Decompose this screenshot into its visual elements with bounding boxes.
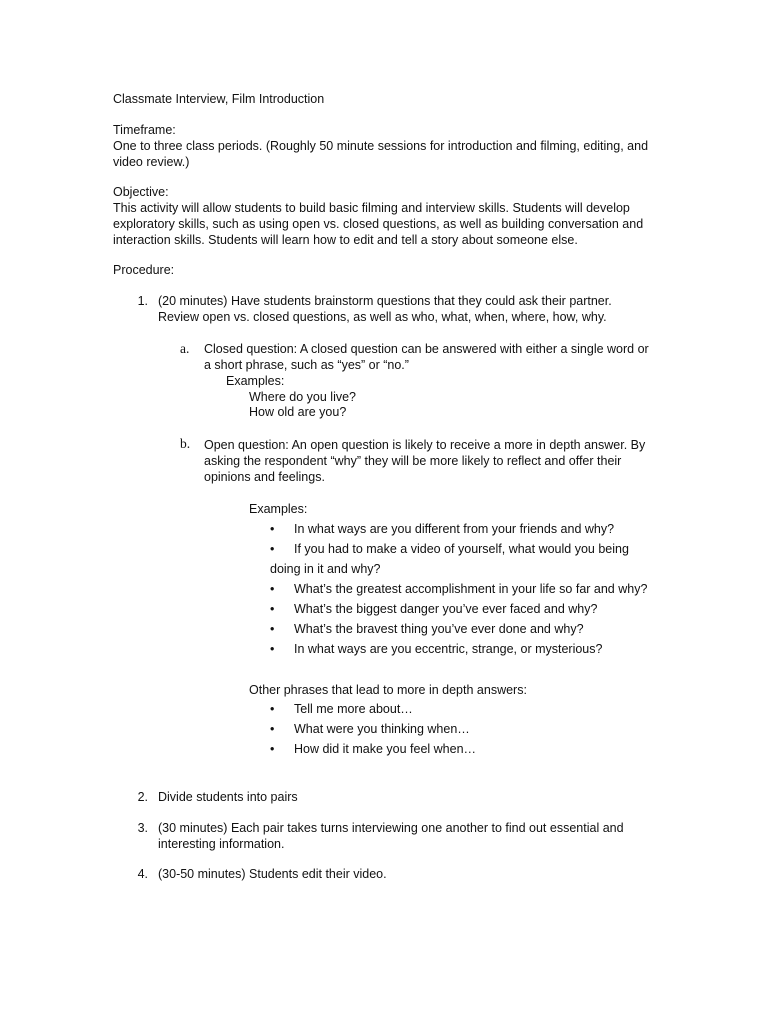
timeframe-text: One to three class periods. (Roughly 50 minute sessions for introduction and filming, editing, and video review.) xyxy=(113,139,649,169)
example-item: Where do you live? xyxy=(249,390,357,404)
bullet-icon: • xyxy=(270,522,275,536)
bullet-icon: • xyxy=(270,582,275,596)
step-number: 4. xyxy=(137,867,148,881)
objective-heading: Objective: xyxy=(113,185,169,199)
bullet-icon: • xyxy=(270,722,275,736)
sub-item-letter: b. xyxy=(180,436,191,451)
bullet-continuation: doing in it and why? xyxy=(270,562,381,576)
bullet-icon: • xyxy=(270,542,275,556)
bullet-icon: • xyxy=(270,602,275,616)
step-text: (30-50 minutes) Students edit their video. xyxy=(158,867,387,881)
examples-label: Examples: xyxy=(226,374,285,388)
step-text: Divide students into pairs xyxy=(158,790,298,804)
bullet-icon: • xyxy=(270,622,275,636)
step-text: (20 minutes) Have students brainstorm questions that they could ask their partner. Review open vs. closed questions, as well as who, what, when, where, how, why. xyxy=(158,294,612,324)
document-title: Classmate Interview, Film Introduction xyxy=(113,92,325,106)
closed-question-text: Closed question: A closed question can be answered with either a single word or a short phrase, such as “yes” or “no.” xyxy=(204,342,649,372)
bullet-icon: • xyxy=(270,642,275,656)
step-number: 1. xyxy=(137,294,148,308)
example-item: How old are you? xyxy=(249,405,347,419)
phrases-label: Other phrases that lead to more in depth answers: xyxy=(249,683,527,697)
timeframe-heading: Timeframe: xyxy=(113,123,176,137)
open-question-text: Open question: An open question is likely to receive a more in depth answer. By asking the respondent “why” they will be more likely to reflect and offer their opinions and feelings. xyxy=(204,438,646,484)
examples-label: Examples: xyxy=(249,502,308,516)
bullet-icon: • xyxy=(270,702,275,716)
procedure-heading: Procedure: xyxy=(113,263,175,277)
document-page: Classmate Interview, Film Introduction Timeframe: One to three class periods. (Roughly 50 minute sessions for introduction and filming, editing, and video review.) Objective: This activity will allow students to build basic filming and interview skills. Students will develop exploratory skills, such as using open vs. closed questions, as well as building conversation and interaction skills. Students will learn how to edit and tell a story about someone else. Procedure: 1. (20 minutes) Have students brainstorm questions that they could ask their partner. Review open vs. closed questions, as well as who, what, when, where, how, why. a. Closed question: A closed question can be answered with either a single word or a short phrase, such as “yes” or “no.” Examples: Where do you live? How old are you? b. Open question: An open question is likely to receive a more in depth answer. By asking the respondent “why” they will be more likely to reflect and offer their opinions and feelings. Examples: • In what ways are you different from your friends and why? • If you had to make a video of yourself, what would you being doing in it and why? • What’s the greatest accomplishment in your life so far and why? • What’s the biggest danger you’ve ever faced and why? • What’s the bravest thing you’ve ever done and why? • In what ways are you eccentric, strange, or mysterious? Other phrases that lead to more in depth answers: • Tell me more about… • What were you thinking when… • How did it make you feel when… 2. Divide students into pairs 3. (30 minutes) Each pair takes turns interviewing one another to find out essential and interesting information. 4. (30-50 minutes) Students edit their video. xyxy=(0,0,768,1024)
step-text: (30 minutes) Each pair takes turns interviewing one another to find out essential and interesting information. xyxy=(158,821,624,851)
bullet-icon: • xyxy=(270,742,275,756)
step-number: 2. xyxy=(137,790,148,804)
sub-item-letter: a. xyxy=(180,341,190,356)
step-number: 3. xyxy=(137,821,148,835)
objective-text: This activity will allow students to build basic filming and interview skills. Students will develop exploratory skills, such as using open vs. closed questions, as well as building conversation and interaction skills. Students will learn how to edit and tell a story about someone else. xyxy=(113,201,644,247)
